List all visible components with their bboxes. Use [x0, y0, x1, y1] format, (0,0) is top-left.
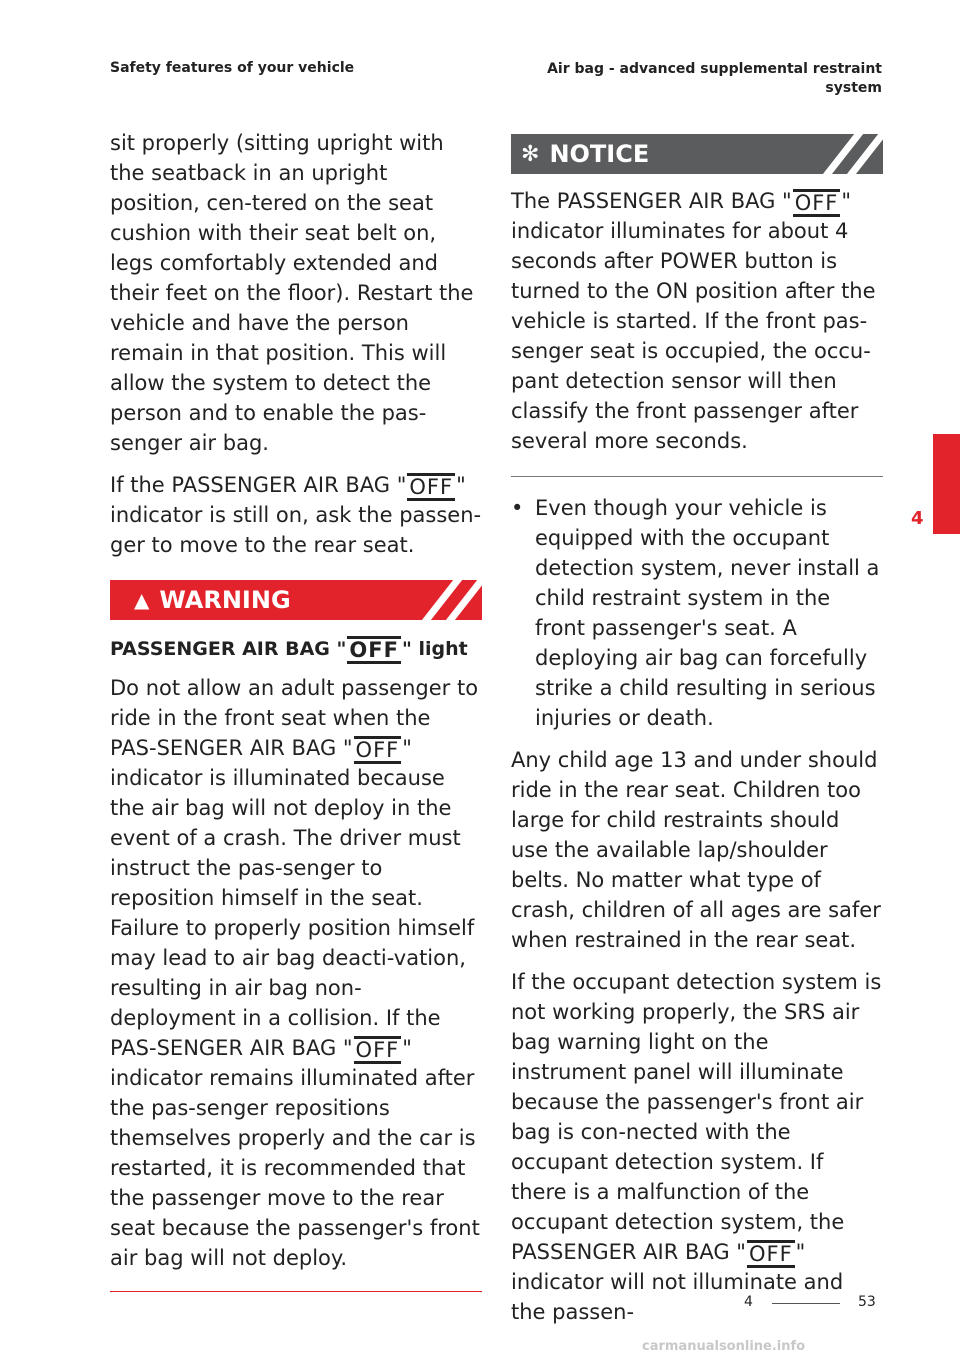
chapter-side-tab	[933, 434, 960, 534]
warning-subheading	[110, 634, 482, 663]
footer-chapter-number: 4	[744, 1294, 753, 1310]
text-segment: " light	[401, 638, 468, 660]
running-header-section: Safety features of your vehicle	[110, 60, 355, 76]
text-segment: If the PASSENGER AIR BAG "	[110, 473, 407, 497]
text-segment: " indicator is still on, ask the passen-ger to move to the rear seat.	[110, 473, 482, 557]
text-segment: " indicator is illuminated because the air bag will not deploy in the event of a crash. The driver must instruct the pas-senger to reposition himself in the seat. Failure to properly position himself may lead to air bag deacti-vation, resulting in air bag non-deployment in a collision. If the PAS-SENGER AIR BAG "	[110, 736, 475, 1060]
bullet-marker: •	[511, 496, 524, 520]
footer-divider	[772, 1303, 840, 1304]
warning-body	[110, 673, 482, 1273]
text-segment: " indicator illuminates for about 4 seconds after POWER button is turned to the ON position after the vehicle is started. If the front pas-senger seat is occupied, the occu-pant detection sensor will then classify the front passenger after several more seconds.	[511, 189, 876, 453]
passenger-airbag-off-icon: OFF	[349, 638, 399, 662]
running-header-topic-line1: Air bag - advanced supplemental restraint	[547, 61, 882, 77]
passenger-airbag-off-icon: OFF	[748, 1242, 793, 1266]
left-column	[110, 128, 482, 1292]
warning-banner	[110, 580, 482, 620]
notice-body	[511, 186, 883, 456]
right-column	[511, 128, 883, 1339]
paragraph-child-age: Any child age 13 and under should ride in the rear seat. Children too large for child restraints should use the available lap/shoulder belts. No matter what type of crash, children of all ages are safer when restrained in the rear seat.	[511, 748, 881, 952]
text-segment: Do not allow an adult passenger to ride in the front seat when the PAS-SENGER AIR BAG "	[110, 676, 479, 760]
passenger-airbag-off-icon: OFF	[794, 191, 839, 215]
watermark-text: carmanualsonline.info	[642, 1339, 806, 1354]
passenger-airbag-off-icon: OFF	[355, 1038, 400, 1062]
asterisk-icon: ✻	[521, 141, 540, 167]
chapter-side-number: 4	[911, 508, 924, 529]
running-header-topic-line2: system	[825, 80, 882, 96]
notice-end-rule	[511, 476, 883, 477]
warning-end-rule	[110, 1291, 482, 1292]
text-segment: PASSENGER AIR BAG "	[110, 638, 347, 660]
text-segment: " indicator will not illuminate and the passen-	[511, 1240, 844, 1324]
paragraph-malfunction	[511, 967, 883, 1327]
list-item	[511, 493, 883, 733]
passenger-airbag-off-icon: OFF	[355, 738, 400, 762]
text-segment: If the occupant detection system is not working properly, the SRS air bag warning light on the instrument panel will illuminate because the passenger's front air bag is con-nected with the occupant detection system. If there is a malfunction of the occupant detection system, the PASSENGER AIR BAG "	[511, 970, 882, 1264]
bullet-text: Even though your vehicle is equipped with the occupant detection system, never install a child restraint system in the front passenger's seat. A deploying air bag can forcefully strike a child resulting in serious injuries or death.	[535, 496, 880, 730]
running-header-topic	[547, 60, 882, 98]
footer-page-number: 53	[858, 1294, 876, 1310]
text-segment: The PASSENGER AIR BAG "	[511, 189, 792, 213]
passenger-airbag-off-icon: OFF	[409, 475, 454, 499]
warning-triangle-icon: ▲	[134, 588, 150, 612]
paragraph-sit-properly: sit properly (sitting upright with the seatback in an upright position, cen-tered on the seat cushion with their seat belt on, legs comfortably extended and their feet on the floor). Restart the vehicle and have the person remain in that position. This will allow the system to detect the person and to enable the pas-senger air bag.	[110, 131, 474, 455]
notice-banner	[511, 134, 883, 174]
warning-title: WARNING	[159, 586, 291, 614]
paragraph-indicator-still-on	[110, 470, 482, 560]
notice-title: NOTICE	[549, 140, 650, 168]
text-segment: " indicator remains illuminated after the pas-senger repositions themselves properly and the car is restarted, it is recommended that the passenger move to the rear seat because the passenger's front air bag will not deploy.	[110, 1036, 480, 1270]
